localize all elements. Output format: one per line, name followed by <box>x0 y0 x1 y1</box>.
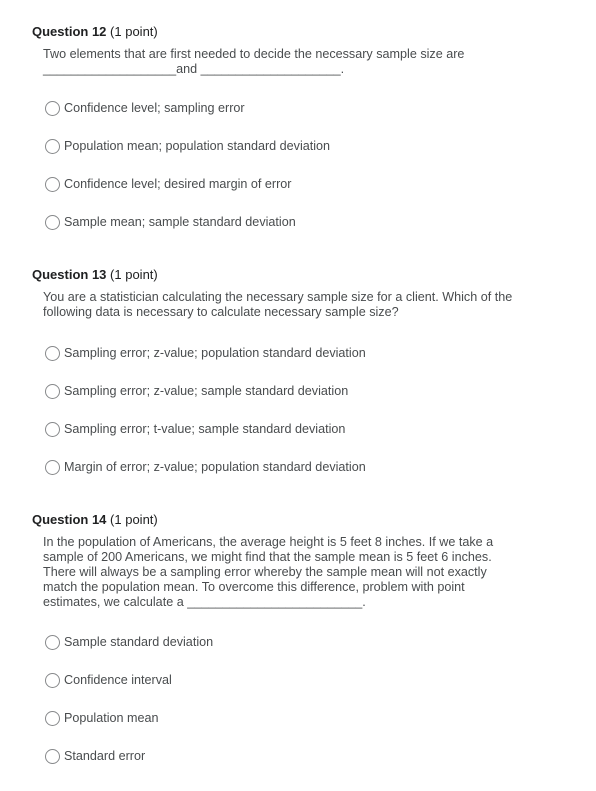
radio-button[interactable] <box>45 749 60 764</box>
radio-button[interactable] <box>45 177 60 192</box>
question-title: Question 13 (1 point) <box>32 267 158 282</box>
option-q13-b[interactable]: Sampling error; z-value; sample standard deviation <box>45 381 348 401</box>
option-q14-c[interactable]: Population mean <box>45 708 159 728</box>
option-q13-a[interactable]: Sampling error; z-value; population standard deviation <box>45 343 366 363</box>
option-q14-a[interactable]: Sample standard deviation <box>45 632 213 652</box>
option-q12-d[interactable]: Sample mean; sample standard deviation <box>45 212 296 232</box>
option-q12-b[interactable]: Population mean; population standard deviation <box>45 136 330 156</box>
option-q14-b[interactable]: Confidence interval <box>45 670 172 690</box>
radio-button[interactable] <box>45 139 60 154</box>
radio-button[interactable] <box>45 673 60 688</box>
question-text: Two elements that are first needed to decide the necessary sample size are ___________________and ____________________. <box>43 47 465 76</box>
question-points: (1 point) <box>110 512 158 527</box>
question-text: You are a statistician calculating the necessary sample size for a client. Which of the following data is necessary to calculate necessary sample size? <box>43 290 513 319</box>
question-title: Question 14 (1 point) <box>32 512 158 527</box>
radio-button[interactable] <box>45 422 60 437</box>
option-q12-c[interactable]: Confidence level; desired margin of error <box>45 174 292 194</box>
radio-button[interactable] <box>45 215 60 230</box>
option-q12-a[interactable]: Confidence level; sampling error <box>45 98 245 118</box>
radio-button[interactable] <box>45 711 60 726</box>
radio-button[interactable] <box>45 101 60 116</box>
question-12 <box>32 24 572 77</box>
question-points: (1 point) <box>110 267 158 282</box>
option-q13-c[interactable]: Sampling error; t-value; sample standard deviation <box>45 419 345 439</box>
question-14 <box>32 512 572 610</box>
radio-button[interactable] <box>45 346 60 361</box>
question-points: (1 point) <box>110 24 158 39</box>
question-13 <box>32 267 572 320</box>
radio-button[interactable] <box>45 635 60 650</box>
question-text: In the population of Americans, the average height is 5 feet 8 inches. If we take a sample of 200 Americans, we might find that the sample mean is 5 feet 6 inches. There will always be a sampling error whereby the sample mean will not exactly match the population mean. To overcome this difference, problem with point estimates, we calculate a _________________________. <box>43 535 494 609</box>
option-q14-d[interactable]: Standard error <box>45 746 145 766</box>
question-title: Question 12 (1 point) <box>32 24 158 39</box>
option-q13-d[interactable]: Margin of error; z-value; population standard deviation <box>45 457 366 477</box>
radio-button[interactable] <box>45 384 60 399</box>
radio-button[interactable] <box>45 460 60 475</box>
